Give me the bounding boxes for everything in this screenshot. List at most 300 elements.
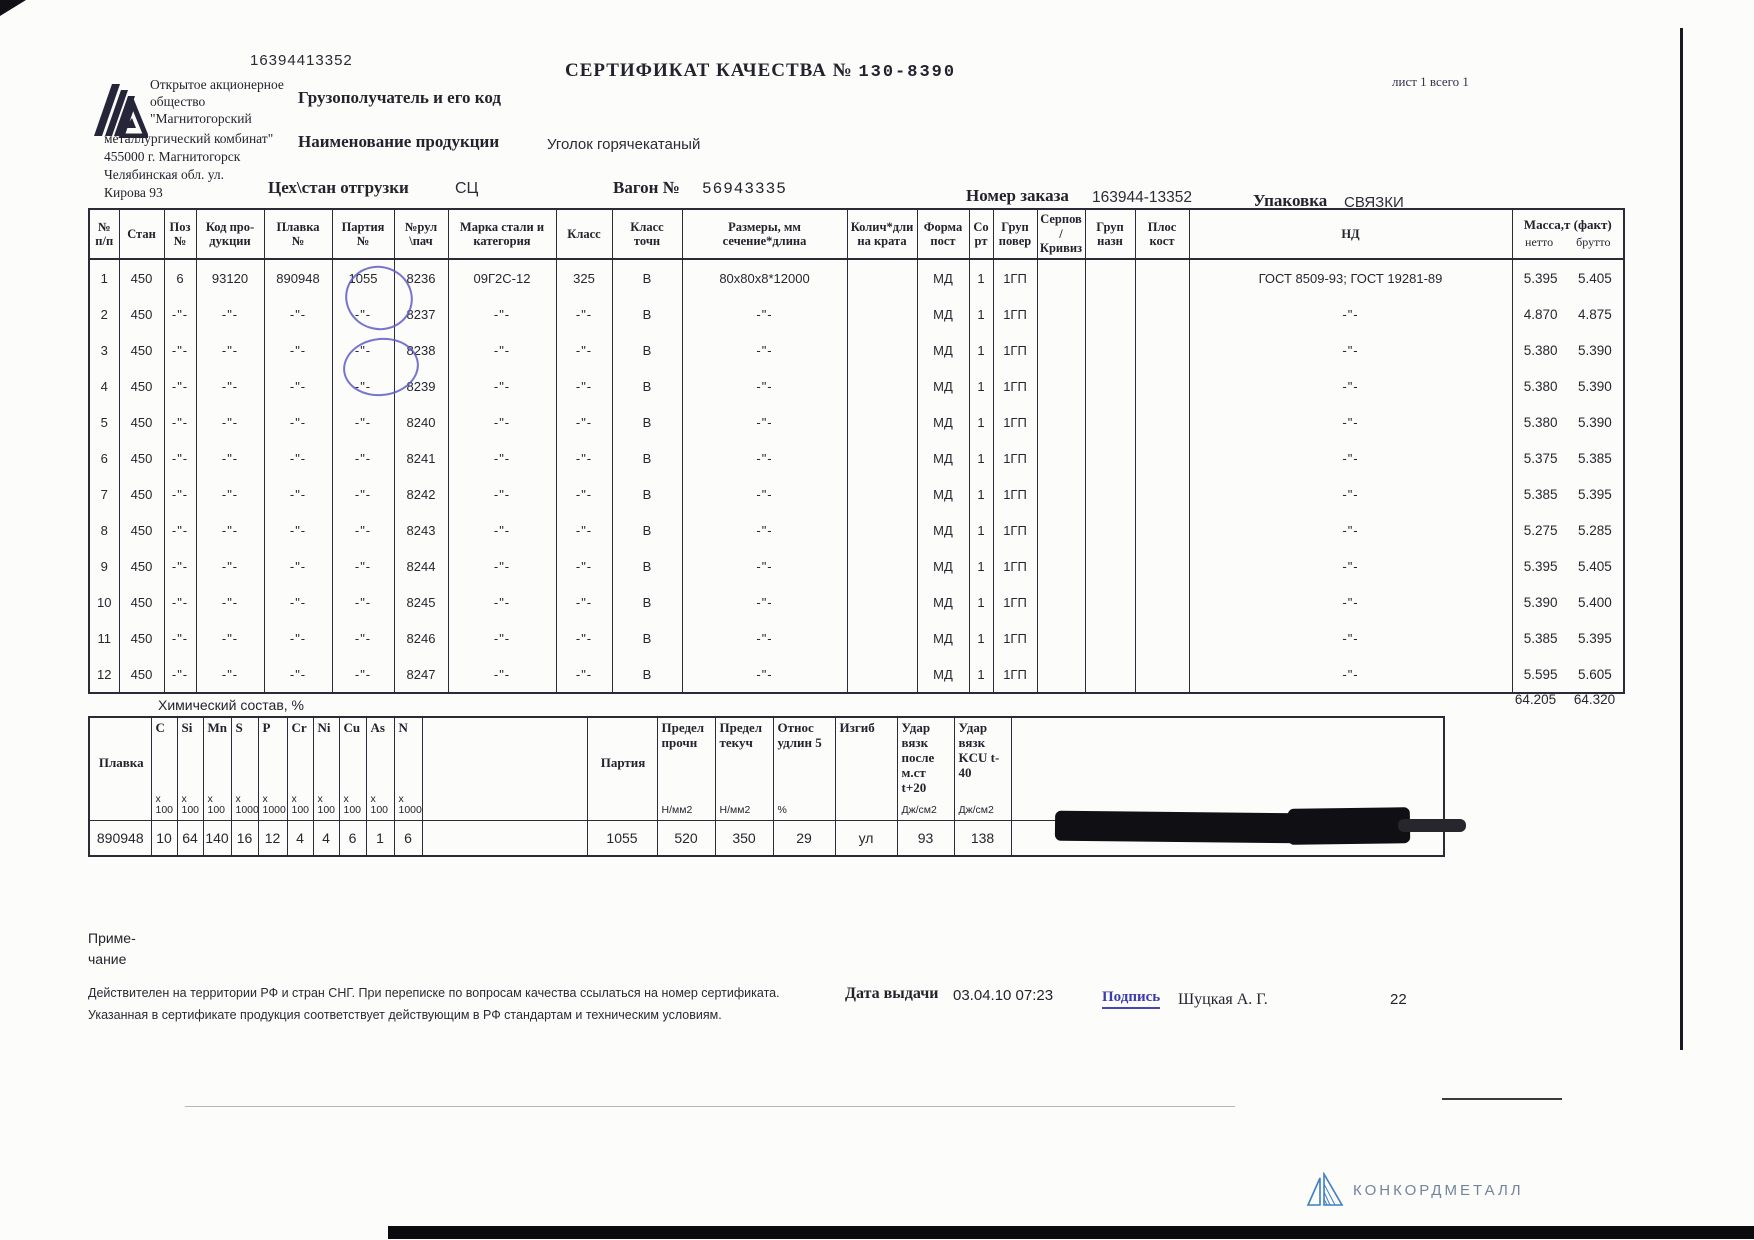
table-cell: 1: [969, 476, 993, 512]
table-cell: -"-: [682, 368, 847, 404]
table-cell: -"-: [164, 656, 196, 693]
table-cell: -"-: [556, 656, 612, 693]
table-cell: [847, 368, 917, 404]
table-cell: -"-: [264, 548, 332, 584]
table-cell: -"-: [164, 548, 196, 584]
table-cell: [1037, 584, 1085, 620]
table-cell-mass: 5.390 5.400: [1512, 584, 1624, 620]
table-cell: -"-: [332, 512, 394, 548]
table-cell: МД: [917, 404, 969, 440]
table-cell: [1085, 259, 1135, 296]
table-cell: -"-: [1189, 404, 1512, 440]
table-cell: [847, 620, 917, 656]
table-cell: 1: [969, 332, 993, 368]
table-cell: 8240: [394, 404, 448, 440]
table-cell: -"-: [1189, 296, 1512, 332]
shop-label: Цех\стан отгрузки: [268, 178, 409, 197]
table-cell: [1085, 620, 1135, 656]
table-cell: [1037, 332, 1085, 368]
table-cell: [1037, 548, 1085, 584]
table-cell: -"-: [264, 296, 332, 332]
table-row: [89, 512, 1624, 548]
table-cell: 450: [119, 332, 164, 368]
table-cell: -"-: [164, 296, 196, 332]
table-cell: 8237: [394, 296, 448, 332]
order-label: Номер заказа: [966, 186, 1069, 205]
table-cell: [1037, 296, 1085, 332]
table-cell: 1: [969, 404, 993, 440]
chem-column-header: Предел текуч Н/мм2: [715, 717, 773, 821]
signature-value: Шуцкая А. Г.: [1178, 991, 1268, 1008]
column-header: Поз №: [164, 209, 196, 259]
table-cell: [847, 259, 917, 296]
table-cell: 10: [97, 594, 112, 610]
table-cell: 11: [97, 630, 111, 646]
table-row: [89, 404, 1624, 440]
column-header: Колич*дли на крата: [847, 209, 917, 259]
table-cell: 1: [969, 368, 993, 404]
table-cell: 450: [119, 656, 164, 693]
company-address-line: 455000 г. Магнитогорск: [104, 149, 241, 164]
table-cell: 450: [119, 296, 164, 332]
table-cell: [1085, 368, 1135, 404]
table-cell: В: [612, 620, 682, 656]
column-header: Код про- дукции: [196, 209, 264, 259]
table-cell: 8: [100, 522, 108, 538]
table-cell-mass: 5.380 5.390: [1512, 332, 1624, 368]
table-cell: -"-: [196, 332, 264, 368]
table-cell: 8247: [394, 656, 448, 693]
table-cell: -"-: [682, 620, 847, 656]
table-cell: МД: [917, 656, 969, 693]
table-cell: -"-: [264, 368, 332, 404]
chem-cell: 350: [715, 821, 773, 857]
chem-column-header: Cr х 100: [287, 717, 313, 821]
table-cell: -"-: [164, 404, 196, 440]
table-cell: -"-: [682, 440, 847, 476]
table-cell: -"-: [682, 404, 847, 440]
table-cell: МД: [917, 512, 969, 548]
note-line: Приме-: [88, 930, 136, 946]
table-cell: [847, 404, 917, 440]
table-cell: 4: [100, 378, 108, 394]
chem-cell: 6: [339, 821, 366, 857]
table-cell: -"-: [332, 548, 394, 584]
table-cell: -"-: [1189, 512, 1512, 548]
table-cell: МД: [917, 584, 969, 620]
table-cell: [1135, 620, 1189, 656]
table-cell-mass: 5.395 5.405: [1512, 548, 1624, 584]
table-cell: -"-: [1189, 620, 1512, 656]
concord-metal-brand: [1305, 1172, 1524, 1208]
table-cell: 5: [100, 414, 108, 430]
packing-label: Упаковка: [1253, 191, 1328, 210]
table-cell: 1ГП: [993, 620, 1037, 656]
table-cell: [1085, 656, 1135, 693]
table-cell: [1037, 440, 1085, 476]
table-cell: -"-: [332, 332, 394, 368]
table-cell: [1135, 259, 1189, 296]
table-cell: 1ГП: [993, 296, 1037, 332]
company-address-line: Кирова 93: [104, 185, 163, 200]
table-cell: 1ГП: [993, 548, 1037, 584]
chem-column-header: Предел прочн Н/мм2: [657, 717, 715, 821]
issue-date-value: 03.04.10 07:23: [953, 987, 1054, 1004]
chem-cell: 16: [231, 821, 258, 857]
table-cell: -"-: [1189, 332, 1512, 368]
table-cell: -"-: [556, 512, 612, 548]
table-cell: [1135, 656, 1189, 693]
chem-cell: 4: [313, 821, 339, 857]
chem-column-header: [422, 717, 587, 821]
chem-cell: 10: [151, 821, 177, 857]
table-cell: 1ГП: [993, 476, 1037, 512]
table-cell: -"-: [448, 512, 556, 548]
table-cell-mass: 5.380 5.390: [1512, 404, 1624, 440]
table-cell: -"-: [164, 620, 196, 656]
table-cell: 8238: [394, 332, 448, 368]
table-cell: -"-: [264, 584, 332, 620]
table-cell: МД: [917, 296, 969, 332]
table-cell: -"-: [196, 476, 264, 512]
table-cell: 1: [969, 512, 993, 548]
table-cell: МД: [917, 548, 969, 584]
scan-corner-mark: [0, 0, 26, 16]
table-cell: 1ГП: [993, 404, 1037, 440]
table-cell: 450: [119, 548, 164, 584]
table-cell: -"-: [164, 332, 196, 368]
table-cell: -"-: [332, 656, 394, 693]
chem-column-header: As х 100: [366, 717, 394, 821]
table-cell: -"-: [264, 620, 332, 656]
table-cell: -"-: [448, 440, 556, 476]
table-cell: -"-: [332, 440, 394, 476]
table-cell: -"-: [332, 404, 394, 440]
table-cell: 93120: [196, 259, 264, 296]
table-cell-mass: 5.395 5.405: [1512, 259, 1624, 296]
table-row: [89, 296, 1624, 332]
scan-edge-line: [1680, 28, 1683, 1050]
table-row: [89, 368, 1624, 404]
packing-value: СВЯЗКИ: [1344, 194, 1404, 211]
table-cell: МД: [917, 259, 969, 296]
column-header: Стан: [119, 209, 164, 259]
table-cell-mass: 5.375 5.385: [1512, 440, 1624, 476]
table-cell: -"-: [556, 296, 612, 332]
chem-cell: 138: [954, 821, 1011, 857]
table-cell: [1037, 476, 1085, 512]
table-cell: -"-: [556, 368, 612, 404]
table-row: [89, 332, 1624, 368]
table-cell: -"-: [556, 584, 612, 620]
table-cell: 450: [119, 620, 164, 656]
table-cell: МД: [917, 368, 969, 404]
table-cell: [847, 332, 917, 368]
table-cell: 3: [100, 342, 108, 358]
table-cell: [1037, 512, 1085, 548]
chem-cell: 6: [394, 821, 422, 857]
scan-fold-line-dark: [1442, 1098, 1562, 1100]
table-cell: -"-: [196, 296, 264, 332]
table-cell: 1ГП: [993, 332, 1037, 368]
chem-column-header: Удар вязк после м.ст t+20 Дж/см2: [897, 717, 954, 821]
table-cell: МД: [917, 620, 969, 656]
table-cell: -"-: [332, 476, 394, 512]
ink-smudge: [1288, 807, 1410, 845]
table-cell: -"-: [264, 656, 332, 693]
chem-cell: 520: [657, 821, 715, 857]
table-cell: -"-: [1189, 368, 1512, 404]
company-address-line: металлургический комбинат": [104, 131, 274, 146]
table-cell: -"-: [332, 584, 394, 620]
note-label: [88, 928, 136, 970]
chem-cell: 4: [287, 821, 313, 857]
table-cell: МД: [917, 476, 969, 512]
column-header: Плос кост: [1135, 209, 1189, 259]
product-label: Наименование продукции: [298, 132, 500, 151]
table-cell: [1135, 296, 1189, 332]
table-cell: -"-: [448, 404, 556, 440]
column-header: Класс: [556, 209, 612, 259]
table-cell: 890948: [264, 259, 332, 296]
table-cell: В: [612, 476, 682, 512]
table-cell: -"-: [196, 584, 264, 620]
chem-column-header: Ni х 100: [313, 717, 339, 821]
table-cell: [1135, 368, 1189, 404]
table-cell: [1037, 620, 1085, 656]
table-cell: 450: [119, 440, 164, 476]
table-cell: В: [612, 259, 682, 296]
table-cell: В: [612, 584, 682, 620]
page-number: 22: [1390, 991, 1407, 1008]
chem-column-header: Изгиб: [835, 717, 897, 821]
sheet-info: лист 1 всего 1: [1392, 74, 1469, 89]
table-cell: 8244: [394, 548, 448, 584]
mass-total-netto: 64.205: [1514, 692, 1557, 707]
table-cell: МД: [917, 440, 969, 476]
table-cell: 7: [100, 486, 108, 502]
scan-bottom-bar: [388, 1226, 1754, 1239]
column-header: № п/п: [89, 209, 119, 259]
table-row: [89, 259, 1624, 296]
chem-column-header: Относ удлин 5 %: [773, 717, 835, 821]
table-cell: 1: [969, 620, 993, 656]
column-header: Плавка №: [264, 209, 332, 259]
company-address: [104, 130, 273, 202]
table-row: [89, 656, 1624, 693]
column-header: Серпов /Кривиз: [1037, 209, 1085, 259]
chem-column-header: [1011, 717, 1444, 821]
mass-total: [1506, 692, 1624, 707]
table-cell: -"-: [556, 332, 612, 368]
table-cell: -"-: [1189, 548, 1512, 584]
table-cell: -"-: [682, 476, 847, 512]
chem-section-label: Химический состав, %: [158, 697, 304, 713]
document-id: 16394413352: [250, 52, 353, 69]
table-cell: -"-: [448, 332, 556, 368]
company-name-line: общество: [150, 94, 206, 109]
table-cell: -"-: [196, 512, 264, 548]
table-cell: В: [612, 440, 682, 476]
table-cell: [1085, 296, 1135, 332]
table-cell: -"-: [448, 656, 556, 693]
table-cell: 325: [556, 259, 612, 296]
table-cell: 6: [164, 259, 196, 296]
chem-column-header: Mn х 100: [203, 717, 231, 821]
table-cell: -"-: [196, 548, 264, 584]
table-cell: [1085, 584, 1135, 620]
table-cell: ГОСТ 8509-93; ГОСТ 19281-89: [1189, 259, 1512, 296]
title-label: СЕРТИФИКАТ КАЧЕСТВА №: [565, 60, 853, 81]
table-cell: -"-: [682, 332, 847, 368]
chem-cell: 1055: [587, 821, 657, 857]
table-cell: -"-: [164, 440, 196, 476]
table-row: [89, 620, 1624, 656]
table-cell: -"-: [448, 620, 556, 656]
table-cell: -"-: [1189, 476, 1512, 512]
table-cell: -"-: [196, 656, 264, 693]
legal-text: [88, 982, 780, 1026]
table-cell: -"-: [556, 404, 612, 440]
table-cell: 1: [969, 296, 993, 332]
chem-column-header: Cu х 100: [339, 717, 366, 821]
table-cell: 8239: [394, 368, 448, 404]
table-cell: 8242: [394, 476, 448, 512]
table-cell: -"-: [196, 620, 264, 656]
table-cell: 1ГП: [993, 259, 1037, 296]
table-cell: -"-: [682, 296, 847, 332]
table-cell: МД: [917, 332, 969, 368]
table-cell: [847, 584, 917, 620]
table-cell: [1037, 656, 1085, 693]
table-cell: -"-: [556, 476, 612, 512]
table-cell-mass: 5.595 5.605: [1512, 656, 1624, 693]
scan-fold-line: [185, 1106, 1235, 1107]
chem-column-header: P х 1000: [258, 717, 287, 821]
legal-line: Указанная в сертификате продукция соответствует действующим в РФ стандартам и техническим условиям.: [88, 1008, 722, 1022]
table-cell: -"-: [264, 440, 332, 476]
table-cell: 1: [969, 440, 993, 476]
column-header: Груп повер: [993, 209, 1037, 259]
table-cell: [847, 440, 917, 476]
chem-column-header: Плавка: [89, 717, 151, 821]
table-cell: 2: [100, 306, 108, 322]
chem-column-header: N х 1000: [394, 717, 422, 821]
table-cell: 450: [119, 259, 164, 296]
chem-cell: ул: [835, 821, 897, 857]
table-cell: В: [612, 656, 682, 693]
table-cell: [847, 548, 917, 584]
column-header: Груп назн: [1085, 209, 1135, 259]
table-cell: 1: [969, 548, 993, 584]
table-cell: -"-: [332, 296, 394, 332]
table-cell: -"-: [448, 548, 556, 584]
table-cell: [847, 476, 917, 512]
table-cell: [1135, 584, 1189, 620]
table-cell: В: [612, 404, 682, 440]
concord-metal-text: КОНКОРДМЕТАЛЛ: [1353, 1181, 1524, 1199]
table-cell: 1: [969, 584, 993, 620]
certificate-title: [565, 60, 956, 82]
table-cell: 450: [119, 584, 164, 620]
table-cell: 80х80х8*12000: [682, 259, 847, 296]
chem-column-header: S х 1000: [231, 717, 258, 821]
company-name-line: "Магнитогорский: [150, 111, 252, 126]
table-cell: 8246: [394, 620, 448, 656]
table-cell: В: [612, 296, 682, 332]
column-header-mass: Масса,т (факт) нетто брутто: [1512, 209, 1624, 259]
column-header: Форма пост: [917, 209, 969, 259]
table-cell: 450: [119, 404, 164, 440]
table-cell: В: [612, 548, 682, 584]
wagon-value: 56943335: [702, 180, 787, 198]
chem-cell: 93: [897, 821, 954, 857]
table-cell: -"-: [332, 620, 394, 656]
shipment-table-wrap: [88, 208, 1625, 694]
table-cell: 8236: [394, 259, 448, 296]
legal-line: Действителен на территории РФ и стран СНГ. При переписке по вопросам качества ссылаться на номер сертификата.: [88, 986, 780, 1000]
note-line: чание: [88, 951, 127, 967]
table-cell: 450: [119, 476, 164, 512]
table-cell: -"-: [164, 512, 196, 548]
table-cell: В: [612, 368, 682, 404]
table-cell: 1: [969, 656, 993, 693]
table-cell: 9: [100, 558, 108, 574]
shop-value: СЦ: [455, 180, 479, 197]
table-cell: -"-: [448, 368, 556, 404]
table-cell-mass: 4.870 4.875: [1512, 296, 1624, 332]
table-cell: -"-: [196, 440, 264, 476]
table-cell: 1055: [332, 259, 394, 296]
table-cell: 1: [100, 270, 108, 286]
table-row: [89, 476, 1624, 512]
chem-cell: 890948: [96, 830, 144, 846]
table-cell: -"-: [1189, 656, 1512, 693]
table-cell: 8245: [394, 584, 448, 620]
order-value: 163944-13352: [1092, 189, 1192, 206]
table-cell: 12: [97, 666, 112, 682]
table-cell: -"-: [448, 476, 556, 512]
wagon-label: Вагон №: [613, 178, 680, 197]
signature-label: Подпись: [1102, 989, 1160, 1009]
table-cell-mass: 5.380 5.390: [1512, 368, 1624, 404]
company-name: [150, 76, 284, 127]
table-cell: -"-: [264, 512, 332, 548]
table-cell: [1085, 332, 1135, 368]
table-cell: [1085, 440, 1135, 476]
table-cell: -"-: [682, 584, 847, 620]
table-cell: -"-: [556, 620, 612, 656]
table-row: [89, 584, 1624, 620]
ink-smudge: [1055, 811, 1305, 844]
table-cell: 450: [119, 512, 164, 548]
table-cell: -"-: [1189, 584, 1512, 620]
table-cell: -"-: [1189, 440, 1512, 476]
table-cell: [1037, 259, 1085, 296]
table-cell-mass: 5.275 5.285: [1512, 512, 1624, 548]
column-header: Размеры, мм сечение*длина: [682, 209, 847, 259]
table-cell: В: [612, 332, 682, 368]
table-cell: -"-: [448, 584, 556, 620]
table-cell: [1135, 404, 1189, 440]
table-cell: 1: [969, 259, 993, 296]
table-cell: [1085, 512, 1135, 548]
table-cell: [1085, 404, 1135, 440]
table-cell: 1ГП: [993, 512, 1037, 548]
table-row: [89, 440, 1624, 476]
table-cell: 8241: [394, 440, 448, 476]
table-cell: [847, 512, 917, 548]
